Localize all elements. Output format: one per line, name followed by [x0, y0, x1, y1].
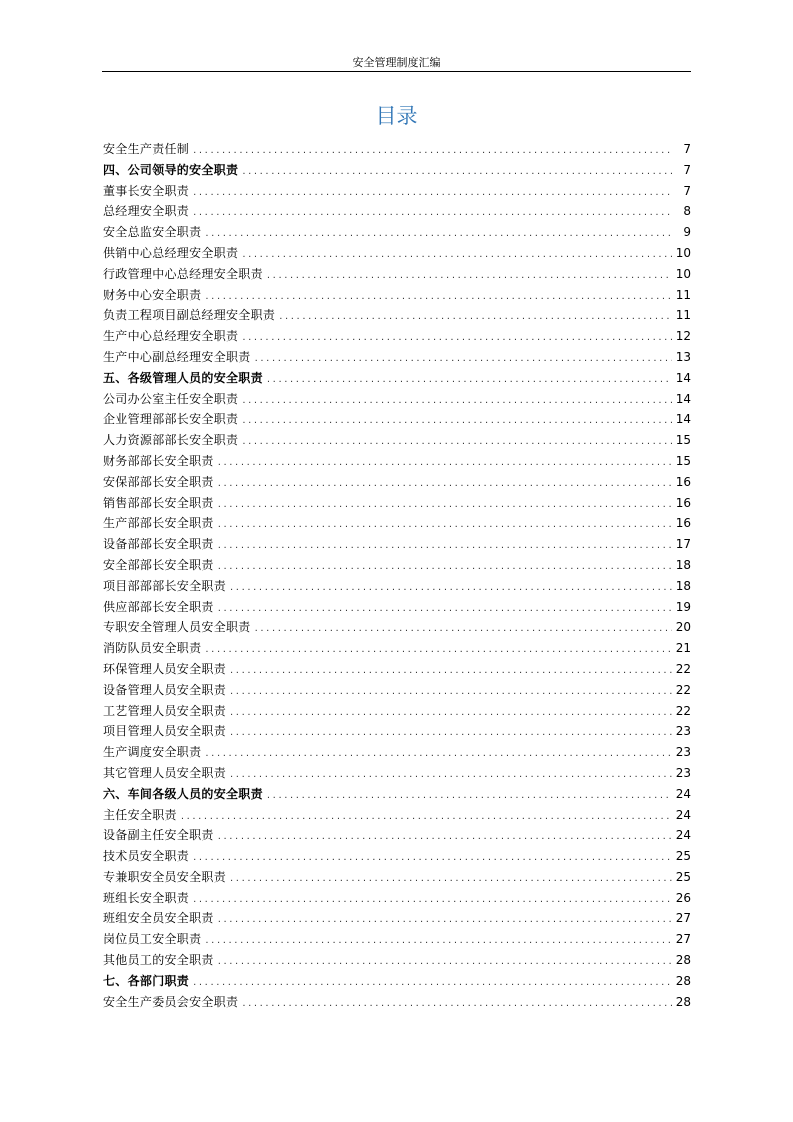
dot-leader — [218, 536, 672, 557]
toc-page-number: 22 — [675, 703, 691, 718]
toc-entry-label: 其它管理人员安全职责 — [103, 765, 227, 780]
toc-page-number: 15 — [675, 433, 691, 448]
toc-entry[interactable] — [103, 326, 691, 347]
toc-page-number: 16 — [675, 516, 691, 531]
toc-page-number: 13 — [675, 349, 691, 364]
toc-entry-label: 主任安全职责 — [103, 807, 177, 822]
toc-page-number: 9 — [683, 225, 691, 240]
dot-leader — [205, 931, 671, 952]
toc-entry[interactable] — [103, 825, 691, 846]
toc-section-entry[interactable] — [103, 971, 691, 992]
dot-leader — [279, 307, 672, 328]
toc-entry[interactable] — [103, 763, 691, 784]
toc-entry-label: 五、各级管理人员的安全职责 — [103, 370, 263, 385]
dot-leader — [242, 391, 671, 412]
toc-page-number: 14 — [675, 412, 691, 427]
toc-entry[interactable] — [103, 285, 691, 306]
toc-entry[interactable] — [103, 181, 691, 202]
dot-leader — [267, 370, 672, 391]
toc-page-number: 28 — [675, 953, 691, 968]
dot-leader — [218, 952, 672, 973]
toc-entry[interactable] — [103, 555, 691, 576]
toc-page-number: 24 — [675, 807, 691, 822]
dot-leader — [193, 203, 673, 224]
toc-entry-label: 环保管理人员安全职责 — [103, 661, 227, 676]
toc-page-number: 18 — [675, 578, 691, 593]
dot-leader — [218, 515, 672, 536]
toc-page-number: 26 — [675, 890, 691, 905]
toc-entry-label: 生产中心总经理安全职责 — [103, 329, 239, 344]
dot-leader — [193, 848, 672, 869]
toc-entry[interactable] — [103, 617, 691, 638]
toc-entry[interactable] — [103, 139, 691, 160]
toc-entry[interactable] — [103, 201, 691, 222]
toc-entry-label: 销售部部长安全职责 — [103, 495, 214, 510]
dot-leader — [267, 786, 672, 807]
toc-entry[interactable] — [103, 701, 691, 722]
toc-title: 目录 — [375, 104, 418, 128]
dot-leader — [205, 744, 671, 765]
toc-entry[interactable] — [103, 805, 691, 826]
toc-page-number: 25 — [675, 849, 691, 864]
dot-leader — [193, 973, 672, 994]
toc-entry-label: 六、车间各级人员的安全职责 — [103, 786, 263, 801]
dot-leader — [205, 224, 673, 245]
toc-entry-label: 设备副主任安全职责 — [103, 828, 214, 843]
toc-page-number: 11 — [675, 287, 691, 302]
toc-page-number: 22 — [675, 661, 691, 676]
dot-leader — [218, 495, 672, 516]
toc-entry[interactable] — [103, 389, 691, 410]
dot-leader — [230, 682, 672, 703]
toc-entry-label: 岗位员工安全职责 — [103, 932, 202, 947]
toc-page-number: 21 — [675, 641, 691, 656]
toc-entry-label: 公司办公室主任安全职责 — [103, 391, 239, 406]
toc-page-number: 7 — [683, 142, 691, 156]
dot-leader — [230, 765, 672, 786]
toc-entry[interactable] — [103, 222, 691, 243]
toc-entry[interactable] — [103, 597, 691, 618]
dot-leader — [193, 890, 672, 911]
toc-page-number: 24 — [675, 828, 691, 843]
dot-leader — [242, 328, 671, 349]
toc-entry[interactable] — [103, 305, 691, 326]
toc-entry[interactable] — [103, 576, 691, 597]
toc-page-number: 7 — [683, 183, 691, 198]
dot-leader — [218, 474, 672, 495]
toc-page-number: 10 — [675, 245, 691, 260]
toc-entry[interactable] — [103, 347, 691, 368]
toc-entry-label: 四、公司领导的安全职责 — [103, 162, 239, 177]
dot-leader — [230, 723, 672, 744]
toc-entry[interactable] — [103, 846, 691, 867]
toc-page-number: 18 — [675, 557, 691, 572]
toc-entry-label: 供销中心总经理安全职责 — [103, 245, 239, 260]
toc-page-number: 10 — [675, 266, 691, 281]
toc-entry-label: 专职安全管理人员安全职责 — [103, 620, 251, 635]
dot-leader — [205, 640, 671, 661]
dot-leader — [267, 266, 672, 287]
toc-page-number: 12 — [675, 329, 691, 344]
toc-entry-label: 班组安全员安全职责 — [103, 911, 214, 926]
toc-entry-label: 项目部部部长安全职责 — [103, 578, 227, 593]
toc-entry-label: 班组长安全职责 — [103, 890, 190, 905]
toc-page-number: 15 — [675, 453, 691, 468]
toc-page-number: 20 — [675, 620, 691, 635]
toc-page-number: 25 — [675, 869, 691, 884]
toc-entry-label: 项目管理人员安全职责 — [103, 724, 227, 739]
toc-entry-label: 消防队员安全职责 — [103, 641, 202, 656]
dot-leader — [242, 432, 671, 453]
toc-page-number: 27 — [675, 932, 691, 947]
dot-leader — [193, 183, 673, 204]
toc-page-number: 28 — [675, 994, 691, 1009]
toc-page-number: 27 — [675, 911, 691, 926]
toc-entry-label: 董事长安全职责 — [103, 183, 190, 198]
toc-entry-label: 安保部部长安全职责 — [103, 474, 214, 489]
dot-leader — [242, 411, 671, 432]
running-header: 安全管理制度汇编 — [352, 56, 441, 69]
toc-entry-label: 财务部部长安全职责 — [103, 453, 214, 468]
toc-entry[interactable] — [103, 243, 691, 264]
toc-entry-label: 企业管理部部长安全职责 — [103, 412, 239, 427]
dot-leader — [242, 245, 671, 266]
dot-leader — [230, 661, 672, 682]
toc-section-entry[interactable] — [103, 368, 691, 389]
dot-leader — [218, 910, 672, 931]
dot-leader — [242, 994, 671, 1015]
toc-page-number: 23 — [675, 745, 691, 760]
toc-entry[interactable] — [103, 451, 691, 472]
dot-leader — [205, 287, 671, 308]
toc-entry-label: 安全部部长安全职责 — [103, 557, 214, 572]
toc-entry-label: 设备管理人员安全职责 — [103, 682, 227, 697]
toc-entry[interactable] — [103, 888, 691, 909]
toc-entry[interactable] — [103, 513, 691, 534]
dot-leader — [255, 349, 672, 370]
toc-page-number: 28 — [675, 973, 691, 988]
toc-entry[interactable] — [103, 929, 691, 950]
toc-entry-label: 生产中心副总经理安全职责 — [103, 349, 251, 364]
dot-leader — [242, 162, 673, 183]
toc-entry-label: 生产部部长安全职责 — [103, 516, 214, 531]
toc-entry-label: 设备部部长安全职责 — [103, 537, 214, 552]
toc-page-number: 19 — [675, 599, 691, 614]
toc-page-number: 23 — [675, 765, 691, 780]
dot-leader — [218, 599, 672, 620]
toc-page-number: 7 — [683, 162, 691, 177]
dot-leader — [218, 827, 672, 848]
toc-entry[interactable] — [103, 472, 691, 493]
toc-entry-label: 工艺管理人员安全职责 — [103, 703, 227, 718]
toc-entry-label: 行政管理中心总经理安全职责 — [103, 266, 263, 281]
toc-page-number: 11 — [675, 308, 691, 323]
toc-entry-label: 其他员工的安全职责 — [103, 953, 214, 968]
toc-entry-label: 负责工程项目副总经理安全职责 — [103, 308, 276, 323]
dot-leader — [218, 453, 672, 474]
toc-entry-label: 安全生产责任制 — [103, 142, 190, 156]
toc-entry[interactable] — [103, 992, 691, 1013]
toc-entry-label: 财务中心安全职责 — [103, 287, 202, 302]
toc-entry[interactable] — [103, 742, 691, 763]
toc-entry[interactable] — [103, 680, 691, 701]
toc-entry[interactable] — [103, 638, 691, 659]
toc-section-entry[interactable] — [103, 160, 691, 181]
dot-leader — [255, 619, 672, 640]
toc-page-number: 17 — [675, 537, 691, 552]
toc-page-number: 16 — [675, 495, 691, 510]
toc-entry[interactable] — [103, 493, 691, 514]
toc-entry-label: 安全生产委员会安全职责 — [103, 994, 239, 1009]
toc-entry[interactable] — [103, 867, 691, 888]
toc-page-number: 22 — [675, 682, 691, 697]
dot-leader — [181, 807, 672, 828]
toc-entry-label: 技术员安全职责 — [103, 849, 190, 864]
toc-entry-label: 总经理安全职责 — [103, 204, 190, 219]
header-divider — [102, 71, 691, 72]
toc-page-number: 23 — [675, 724, 691, 739]
toc-entry[interactable] — [103, 264, 691, 285]
dot-leader — [230, 869, 672, 890]
toc-page-number: 14 — [675, 391, 691, 406]
toc-page-number: 24 — [675, 786, 691, 801]
dot-leader — [230, 578, 672, 599]
toc-page-number: 16 — [675, 474, 691, 489]
table-of-contents — [103, 139, 691, 1012]
toc-entry[interactable] — [103, 534, 691, 555]
toc-entry-label: 安全总监安全职责 — [103, 225, 202, 240]
toc-page-number: 14 — [675, 370, 691, 385]
toc-entry-label: 七、各部门职责 — [103, 973, 190, 988]
toc-entry-label: 生产调度安全职责 — [103, 745, 202, 760]
toc-entry-label: 人力资源部部长安全职责 — [103, 433, 239, 448]
toc-entry[interactable] — [103, 659, 691, 680]
toc-page-number: 8 — [683, 204, 691, 219]
dot-leader — [230, 703, 672, 724]
toc-entry[interactable] — [103, 908, 691, 929]
dot-leader — [193, 141, 673, 162]
toc-entry[interactable] — [103, 409, 691, 430]
toc-section-entry[interactable] — [103, 784, 691, 805]
toc-entry-label: 供应部部长安全职责 — [103, 599, 214, 614]
toc-entry[interactable] — [103, 721, 691, 742]
toc-entry[interactable] — [103, 430, 691, 451]
toc-entry[interactable] — [103, 950, 691, 971]
dot-leader — [218, 557, 672, 578]
toc-entry-label: 专兼职安全员安全职责 — [103, 869, 227, 884]
